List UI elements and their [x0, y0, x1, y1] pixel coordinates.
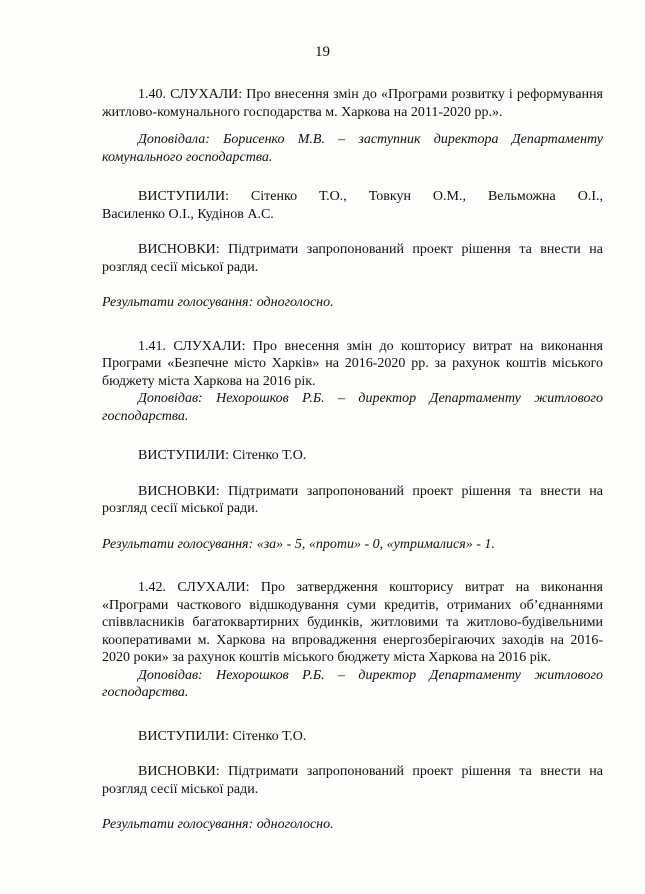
- item-conclusions: ВИСНОВКИ: Підтримати запропонований проект рішення та внести на розгляд сесії міської ради.: [102, 483, 603, 516]
- item-speaker: Доповідав: Нехорошков Р.Б. – директор Департаменту житлового господарства.: [102, 391, 603, 424]
- page-number: 19: [315, 44, 330, 60]
- item-vote-result: Результати голосування: «за» - 5, «проти» - 0, «утрималися» - 1.: [102, 536, 495, 552]
- item-speaker: Доповідала: Борисенко М.В. – заступник директора Департаменту комунального господарства.: [102, 132, 603, 165]
- item-vote-result: Результати голосування: одноголосно.: [102, 817, 334, 832]
- item-heard: 1.42. СЛУХАЛИ: Про затвердження кошторису витрат на виконання «Програми часткового відшкодування суми кредитів, отриманих об’єднаннями співвласників багатоквартирних будинків, житловими та житлово-будівельними кооперативами м. Харкова на впровадження енергозберігаючих заходів на 2016-2020 роки» за рахунок коштів міського бюджету міста Харкова на 2016 рік.: [102, 580, 603, 665]
- item-spoke-line-2: Василенко О.І., Кудінов А.С.: [102, 206, 274, 222]
- minutes-content: [102, 86, 603, 834]
- item-speaker: Доповідав: Нехорошков Р.Б. – директор Департаменту житлового господарства.: [102, 667, 603, 700]
- item-spoke: ВИСТУПИЛИ: Сітенко Т.О.: [138, 448, 307, 463]
- item-spoke-line-1: ВИСТУПИЛИ: Сітенко Т.О., Товкун О.М., Вельможна О.І.,: [138, 189, 603, 204]
- item-vote-result: Результати голосування: одноголосно.: [102, 295, 334, 310]
- item-spoke: ВИСТУПИЛИ: Сітенко Т.О.: [138, 728, 307, 744]
- item-conclusions: ВИСНОВКИ: Підтримати запропонований проект рішення та внести на розгляд сесії міської ради.: [102, 764, 603, 797]
- item-heard: 1.40. СЛУХАЛИ: Про внесення змін до «Програми розвитку і реформування житлово-комунального господарства м. Харкова на 2011-2020 рр.».: [102, 87, 603, 120]
- item-conclusions: ВИСНОВКИ: Підтримати запропонований проект рішення та внести на розгляд сесії міської ради.: [102, 242, 603, 275]
- item-heard: 1.41. СЛУХАЛИ: Про внесення змін до кошторису витрат на виконання Програми «Безпечне місто Харків» на 2016-2020 рр. за рахунок коштів міського бюджету міста Харкова на 2016 рік.: [102, 338, 603, 389]
